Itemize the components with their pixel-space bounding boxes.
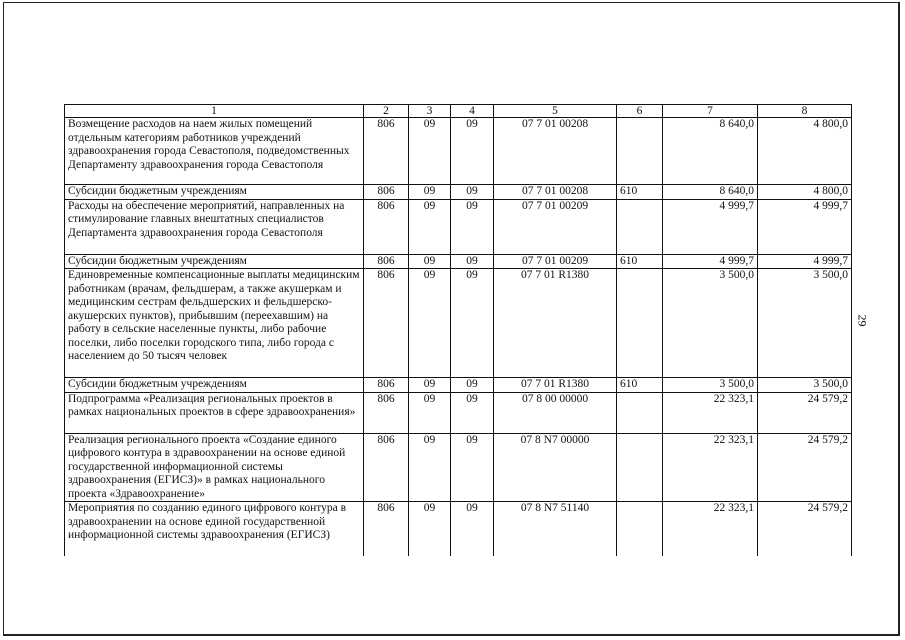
row-target-article: 07 8 N7 51140 [494,502,617,557]
row-sum-year2: 3 500,0 [758,269,852,378]
row-sum-year2: 4 800,0 [758,118,852,185]
row-grbs: 806 [364,118,409,185]
table-row [65,185,852,200]
row-section: 09 [409,378,451,393]
row-subsection: 09 [451,118,494,185]
row-name: Расходы на обеспечение мероприятий, направленных на стимулирование главных внештатных специалистов Департамента здравоохранения города Севастополя [65,199,364,254]
row-section: 09 [409,185,451,200]
row-expense-type [617,392,663,433]
page-number: 29 [855,314,870,327]
row-sum-year1: 22 323,1 [663,502,758,557]
row-expense-type [617,199,663,254]
row-expense-type [617,433,663,502]
row-name: Подпрограмма «Реализация региональных проектов в рамках национальных проектов в сфере здравоохранения» [65,392,364,433]
row-grbs: 806 [364,269,409,378]
row-expense-type: 610 [617,185,663,200]
table-row [65,392,852,433]
row-section: 09 [409,502,451,557]
row-section: 09 [409,392,451,433]
row-name: Единовременные компенсационные выплаты медицинским работникам (врачам, фельдшерам, а также акушеркам и медицинским сестрам фельдшерских и фельдшерско-акушерских пунктов), прибывшим (переехавшим) на работу в сельские населенные пункты, либо рабочие поселки, либо поселки городского типа, либо города с населением до 50 тысяч человек [65,269,364,378]
row-name: Мероприятия по созданию единого цифрового контура в здравоохранении на основе единой государственной информационной системы здравоохранения (ЕГИСЗ) [65,502,364,557]
header-col-8: 8 [758,105,852,118]
row-name: Возмещение расходов на наем жилых помещений отдельным категориям работников учреждений здравоохранения города Севастополя, подведомственных Департаменту здравоохранения города Севастополя [65,118,364,185]
row-section: 09 [409,254,451,269]
budget-table [64,104,852,556]
row-name: Субсидии бюджетным учреждениям [65,254,364,269]
row-sum-year2: 4 800,0 [758,185,852,200]
row-target-article: 07 7 01 00208 [494,185,617,200]
row-section: 09 [409,269,451,378]
row-target-article: 07 7 01 R1380 [494,378,617,393]
row-expense-type [617,118,663,185]
row-sum-year2: 24 579,2 [758,392,852,433]
header-col-5: 5 [494,105,617,118]
row-name: Субсидии бюджетным учреждениям [65,378,364,393]
header-col-2: 2 [364,105,409,118]
row-sum-year2: 3 500,0 [758,378,852,393]
row-target-article: 07 7 01 00209 [494,254,617,269]
row-target-article: 07 7 01 00209 [494,199,617,254]
header-col-4: 4 [451,105,494,118]
header-col-6: 6 [617,105,663,118]
row-subsection: 09 [451,502,494,557]
row-subsection: 09 [451,185,494,200]
table-row [65,254,852,269]
row-subsection: 09 [451,269,494,378]
row-sum-year2: 24 579,2 [758,502,852,557]
header-col-3: 3 [409,105,451,118]
row-target-article: 07 7 01 00208 [494,118,617,185]
row-grbs: 806 [364,392,409,433]
table-row [65,118,852,185]
row-sum-year1: 8 640,0 [663,185,758,200]
table-row [65,269,852,378]
row-grbs: 806 [364,502,409,557]
row-section: 09 [409,433,451,502]
row-grbs: 806 [364,185,409,200]
row-expense-type: 610 [617,378,663,393]
row-grbs: 806 [364,433,409,502]
row-sum-year2: 4 999,7 [758,254,852,269]
table-row [65,433,852,502]
row-subsection: 09 [451,254,494,269]
row-target-article: 07 7 01 R1380 [494,269,617,378]
header-col-7: 7 [663,105,758,118]
row-name: Реализация регионального проекта «Создание единого цифрового контура в здравоохранении на основе единой государственной информационной системы здравоохранения (ЕГИСЗ)» в рамках национального проекта «Здравоохранение» [65,433,364,502]
table-row [65,378,852,393]
row-target-article: 07 8 00 00000 [494,392,617,433]
row-sum-year1: 8 640,0 [663,118,758,185]
row-sum-year2: 24 579,2 [758,433,852,502]
row-sum-year1: 4 999,7 [663,254,758,269]
row-subsection: 09 [451,392,494,433]
row-grbs: 806 [364,378,409,393]
row-section: 09 [409,118,451,185]
row-target-article: 07 8 N7 00000 [494,433,617,502]
row-sum-year2: 4 999,7 [758,199,852,254]
table-header-row [65,105,852,118]
row-expense-type [617,269,663,378]
row-subsection: 09 [451,199,494,254]
row-section: 09 [409,199,451,254]
row-grbs: 806 [364,254,409,269]
row-subsection: 09 [451,378,494,393]
table-row [65,502,852,557]
row-sum-year1: 3 500,0 [663,269,758,378]
row-expense-type: 610 [617,254,663,269]
row-grbs: 806 [364,199,409,254]
row-sum-year1: 3 500,0 [663,378,758,393]
row-sum-year1: 22 323,1 [663,433,758,502]
row-subsection: 09 [451,433,494,502]
header-col-1: 1 [65,105,364,118]
row-name: Субсидии бюджетным учреждениям [65,185,364,200]
row-sum-year1: 4 999,7 [663,199,758,254]
table-row [65,199,852,254]
row-expense-type [617,502,663,557]
row-sum-year1: 22 323,1 [663,392,758,433]
